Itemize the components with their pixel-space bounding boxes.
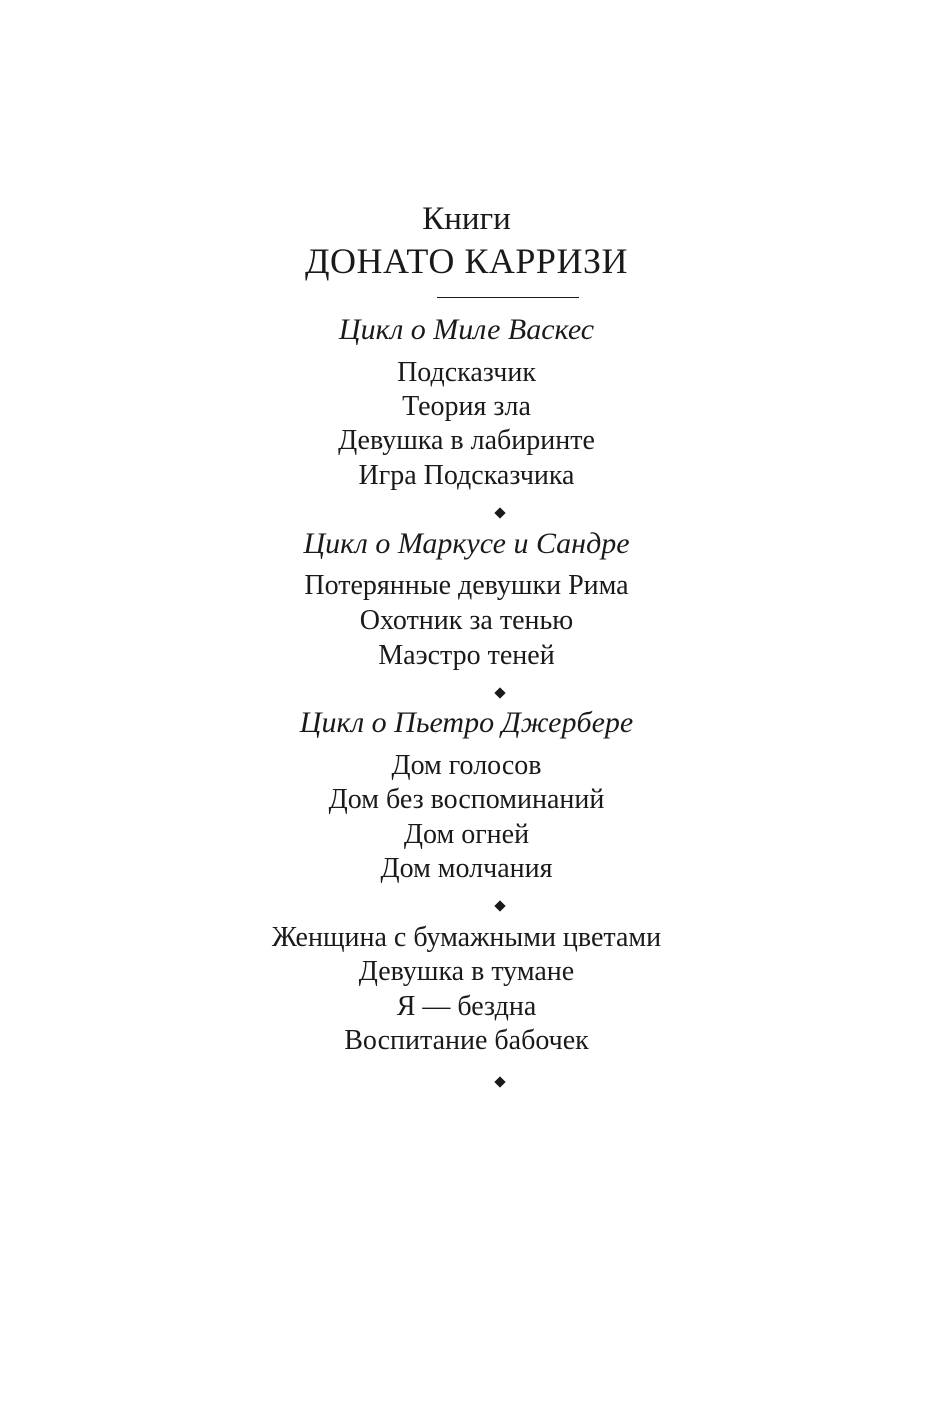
author-name: ДОНАТО КАРРИЗИ <box>305 241 628 281</box>
section-separator <box>494 1076 505 1087</box>
book-title: Дом без воспоминаний <box>328 784 605 815</box>
book-title: Я — бездна <box>396 991 537 1022</box>
book-title: Потерянные девушки Рима <box>304 570 629 601</box>
book-title: Подсказчик <box>397 357 536 388</box>
section-separator <box>494 507 505 518</box>
book-title: Маэстро теней <box>378 640 555 671</box>
header-label: Книги <box>422 201 511 237</box>
book-title: Охотник за тенью <box>359 605 574 636</box>
book-title: Дом огней <box>403 819 530 850</box>
header-divider <box>437 297 579 298</box>
series-title: Цикл о Пьетро Джербере <box>299 706 634 739</box>
book-title: Девушка в тумане <box>358 956 575 987</box>
book-title: Дом голосов <box>391 750 542 781</box>
section-separator <box>494 687 505 698</box>
book-title: Дом молчания <box>380 853 553 884</box>
book-title: Женщина с бумажными цветами <box>271 922 662 953</box>
section-separator <box>494 900 505 911</box>
book-title: Игра Подсказчика <box>358 460 575 491</box>
book-title: Теория зла <box>402 391 531 422</box>
series-title: Цикл о Миле Васкес <box>338 313 595 346</box>
series-title: Цикл о Маркусе и Сандре <box>303 527 630 560</box>
book-title: Девушка в лабиринте <box>338 425 595 456</box>
book-title: Воспитание бабочек <box>344 1025 589 1056</box>
